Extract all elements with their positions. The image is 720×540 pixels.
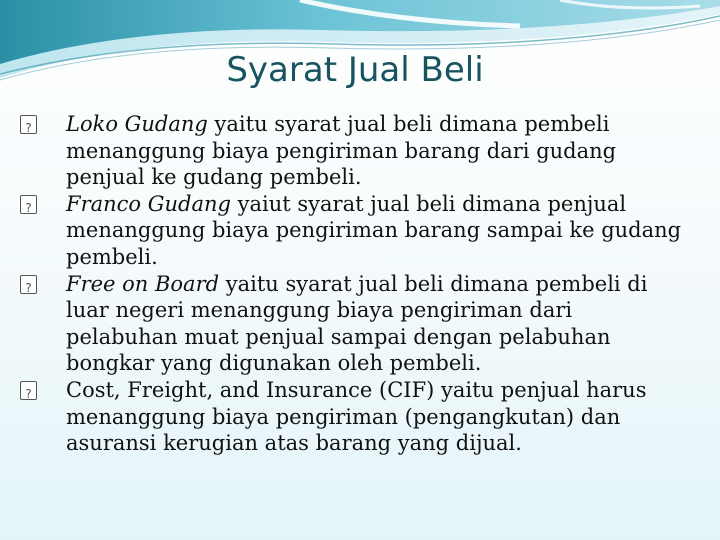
bullet-item [20, 111, 690, 191]
bullet-text: Cost, Freight, and Insurance (CIF) yaitu penjual harus menanggung biaya pengiriman (pengangkutan) dan asuransi kerugian atas barang yang dijual. [66, 377, 647, 456]
bullet-term: Franco Gudang [66, 191, 231, 216]
bullet-item [20, 377, 690, 457]
bullet-term: Loko Gudang [66, 112, 208, 136]
bullet-marker-icon [20, 275, 37, 294]
bullet-text: yaitu syarat jual beli dimana pembeli di luar negeri menanggung biaya pengiriman dari pelabuhan muat penjual sampai dengan pelabuhan bongkar yang digunakan oleh pembeli. [66, 271, 648, 376]
bullet-text: yaiut syarat jual beli dimana penjual menanggung biaya pengiriman barang sampai ke gudang pembeli. [66, 191, 682, 269]
bullet-marker-icon [20, 381, 37, 400]
bullet-marker-icon [20, 115, 37, 134]
bullet-item [20, 191, 690, 271]
bullet-term: Free on Board [66, 271, 220, 296]
bullet-text: yaitu syarat jual beli dimana pembeli menanggung biaya pengiriman barang dari gudang penjual ke gudang pembeli. [66, 112, 617, 190]
bullet-list [20, 111, 690, 457]
slide-title: Syarat Jual Beli [226, 50, 484, 90]
bullet-marker-icon [20, 195, 37, 214]
bullet-item [20, 271, 690, 377]
